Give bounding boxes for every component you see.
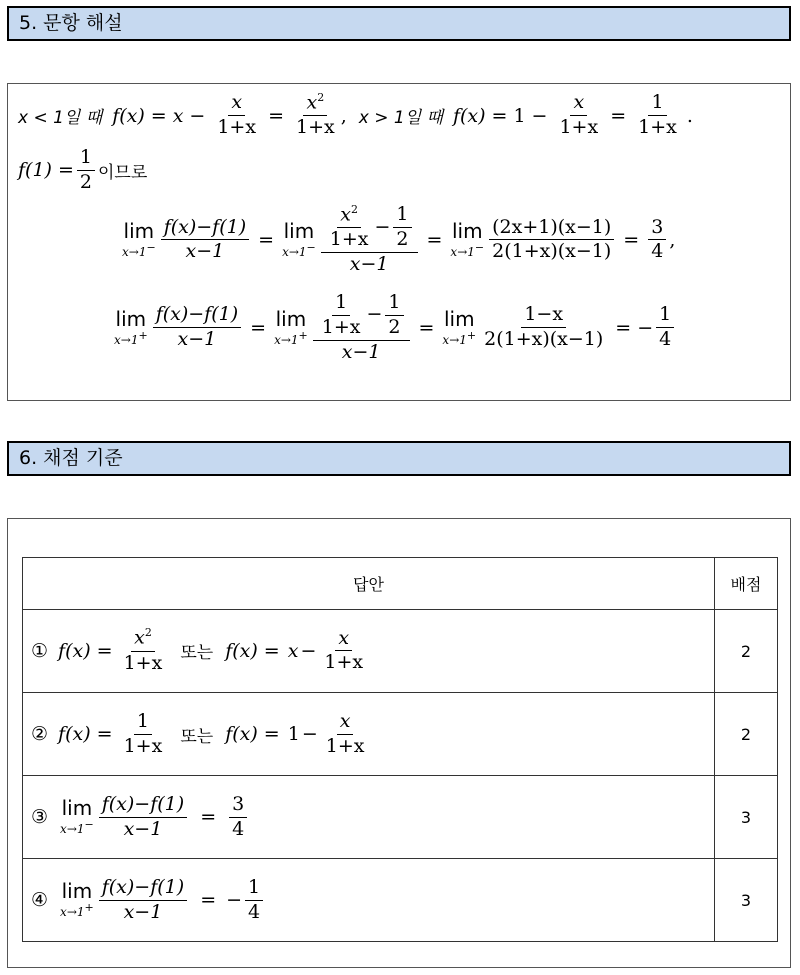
- fraction: $\frac{1}{1+x}$: [123, 709, 163, 757]
- limit-operator: lim x→1−: [122, 219, 156, 260]
- explanation-line-2: [18, 147, 147, 194]
- compound-fraction: $\frac{1}{1+x}$ − $\frac{1}{2}$ x−1: [313, 292, 410, 364]
- result-fraction: $\frac{3}{4}$: [229, 794, 247, 841]
- section-6-title: 6. 채점 기준: [19, 447, 123, 469]
- answer-cell: ① f(x) = $\frac{x^2}{1+x}$ 또는 f(x) = x − $\frac{x}{1+x}$: [23, 610, 715, 693]
- limit-operator: lim x→1−: [282, 219, 316, 260]
- section-5-header: [7, 6, 791, 41]
- points-cell: 2: [715, 693, 778, 776]
- condition-right: x > 1일 때: [358, 108, 443, 128]
- fraction: $\frac{1-x}{2(1+x)(x-1)}$: [484, 303, 604, 351]
- grading-table: [22, 557, 778, 942]
- fraction: $\frac{f(x)-f(1)}{x-1}$: [99, 877, 187, 924]
- condition-left: x < 1일 때: [18, 108, 103, 128]
- points-cell: 3: [715, 859, 778, 942]
- result-fraction: $\frac{1}{4}$: [245, 877, 263, 924]
- answer-cell: ④ lim x→1+ $\frac{f(x)-f(1)}{x-1}$ = − $\frac{1}{4}$: [23, 859, 715, 942]
- left-limit-line: lim x→1− $\frac{f(x)-f(1)}{x-1}$ = lim x→1− $\frac{x^2}{1+x}$ − $\frac{1}{2}$ x−1 = lim x→1− $\frac{(2x+1)(x-1)}{2(1+x)(x-1)}$ = $\frac{3}{4}$ ,: [122, 203, 676, 276]
- limit-operator: lim x→1+: [114, 307, 148, 348]
- fraction: $\frac{(2x+1)(x-1)}{2(1+x)(x-1)}$: [489, 217, 614, 264]
- therefore-text: 이므로: [98, 162, 148, 183]
- f1-label: f(1) =: [18, 159, 74, 182]
- table-row: [23, 776, 778, 859]
- fraction: $\frac{x^2}{1+x}$: [123, 626, 163, 674]
- answer-cell: ③ lim x→1− $\frac{f(x)-f(1)}{x-1}$ = $\frac{3}{4}$: [23, 776, 715, 859]
- right-limit-line: lim x→1+ $\frac{f(x)-f(1)}{x-1}$ = lim x→1+ $\frac{1}{1+x}$ − $\frac{1}{2}$ x−1 = lim x→1+ $\frac{1-x}{2(1+x)(x-1)}$ = − $\frac{1}{4}$: [112, 292, 677, 364]
- fraction: $\frac{x^2}{1+x}$: [295, 91, 335, 139]
- limit-operator: lim x→1+: [442, 307, 477, 348]
- result-fraction: $\frac{3}{4}$: [648, 217, 666, 264]
- limit-operator: lim x→1+: [60, 879, 94, 920]
- fraction: $\frac{1}{2}$: [77, 147, 95, 194]
- fraction: $\frac{x}{1+x}$: [324, 626, 364, 674]
- table-row: [23, 610, 778, 693]
- table-header-row: [23, 558, 778, 610]
- fraction: $\frac{x}{1+x}$: [325, 709, 365, 757]
- fraction: $\frac{f(x)-f(1)}{x-1}$: [161, 217, 249, 264]
- table-row: [23, 859, 778, 942]
- result-fraction: $\frac{1}{4}$: [656, 304, 674, 351]
- item-marker: ②: [31, 723, 49, 745]
- section-6-header: [7, 441, 791, 476]
- grading-box: [7, 518, 791, 968]
- fraction: $\frac{f(x)-f(1)}{x-1}$: [153, 304, 241, 351]
- header-answer: 답안: [23, 558, 715, 610]
- explanation-line-1: x < 1일 때 f(x) = x − $\frac{x}{1+x}$ = $\frac{x^2}{1+x}$ , x > 1일 때 f(x) = 1 − $\frac{x}{1+x}$ = $\frac{1}{1+x}$ .: [18, 91, 693, 139]
- answer-cell: ② f(x) = $\frac{1}{1+x}$ 또는 f(x) = 1 − $\frac{x}{1+x}$: [23, 693, 715, 776]
- explanation-box: [7, 83, 791, 401]
- item-marker: ③: [31, 806, 49, 828]
- header-points: 배점: [715, 558, 778, 610]
- table-row: [23, 693, 778, 776]
- compound-fraction: $\frac{x^2}{1+x}$ − $\frac{1}{2}$ x−1: [321, 204, 418, 276]
- fx-label: f(x): [112, 104, 145, 127]
- points-cell: 3: [715, 776, 778, 859]
- limit-operator: lim x→1−: [450, 219, 485, 260]
- limit-operator: lim x→1−: [60, 796, 94, 837]
- section-5-title: 5. 문항 해설: [19, 12, 123, 34]
- fraction: $\frac{f(x)-f(1)}{x-1}$: [99, 794, 187, 841]
- fraction: $\frac{1}{1+x}$: [638, 91, 677, 138]
- points-cell: 2: [715, 610, 778, 693]
- item-marker: ①: [31, 639, 49, 662]
- fraction: $\frac{x}{1+x}$: [217, 91, 257, 138]
- fraction: $\frac{x}{1+x}$: [559, 91, 599, 138]
- limit-operator: lim x→1+: [274, 307, 308, 348]
- item-marker: ④: [31, 889, 49, 911]
